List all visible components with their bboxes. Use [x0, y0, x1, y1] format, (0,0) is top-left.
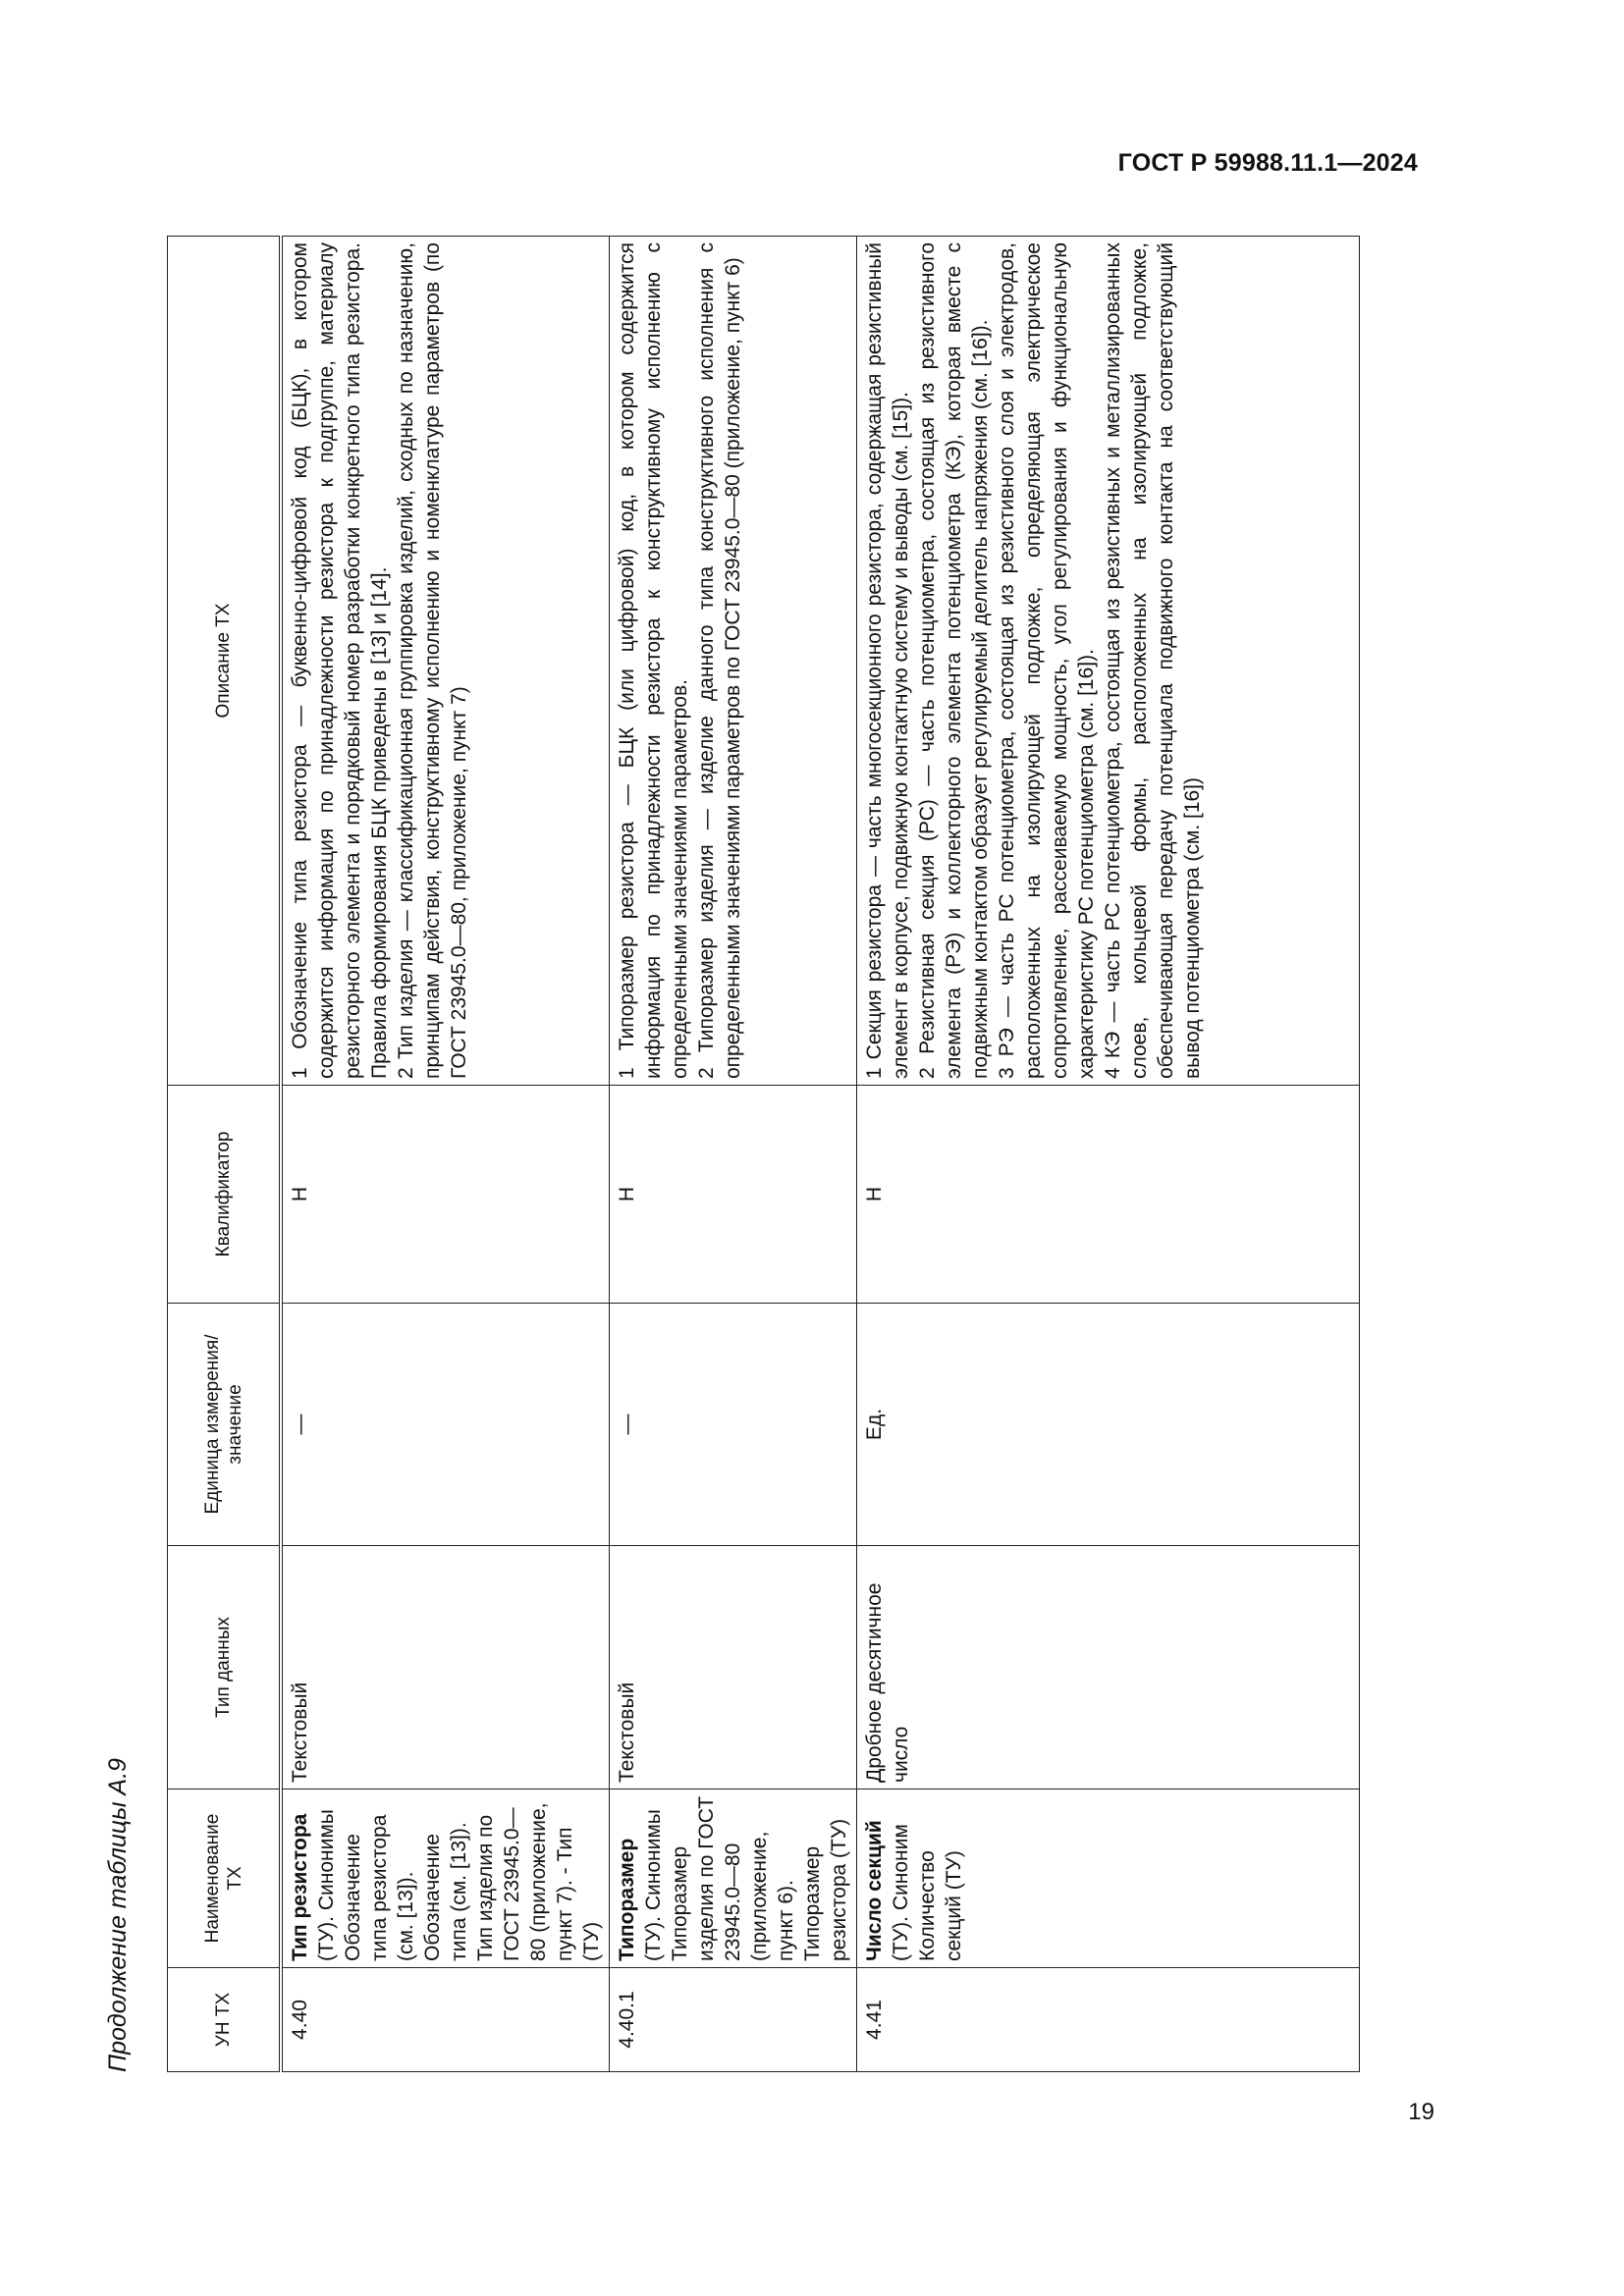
- column-header-description: Описание ТХ: [168, 237, 282, 1086]
- row-name-title: Тип резистора: [289, 1813, 311, 1961]
- document-header: ГОСТ Р 59988.11.1—2024: [1117, 149, 1418, 177]
- table-continuation-caption: Продолжение таблицы А.9: [104, 1758, 132, 2072]
- row-name: [281, 1789, 610, 1968]
- table-row: [857, 237, 1360, 2072]
- table-header-row: [168, 237, 282, 2072]
- description-note: 2 Тип изделия — классификационная группировка изделий, сходных по назначению, принципам действия, конструктивному исполнению и номенклатуре параметров (по ГОСТ 23945.0—80, приложение, пункт 7): [395, 242, 470, 1079]
- row-qualifier: Н: [857, 1086, 1360, 1304]
- column-header-unit: Единица измерения/ значение: [168, 1304, 282, 1546]
- row-description: [281, 237, 610, 1086]
- row-name-details: (ТУ). Синоним Количество секций (ТУ): [890, 1824, 965, 1961]
- column-header-code: УН ТХ: [168, 1968, 282, 2072]
- rotated-page-content: [104, 237, 1380, 2072]
- row-name: [610, 1789, 857, 1968]
- row-qualifier: Н: [610, 1086, 857, 1304]
- description-note: 2 Типоразмер изделия — изделие данного типа конструктивного исполнения с определенными значениями параметров по ГОСТ 23945.0—80 (приложение, пункт 6): [695, 242, 744, 1079]
- row-name-details: (ТУ). Синонимы Обозначение типа резистора (см. [13]). Обозначение типа (см. [13]). Тип изделия по ГОСТ 23945.0—80 (приложение, пункт 7). - Тип (ТУ): [315, 1802, 603, 1961]
- row-qualifier: Н: [281, 1086, 610, 1304]
- column-header-qualifier: Квалификатор: [168, 1086, 282, 1304]
- row-code: 4.40.1: [610, 1968, 857, 2072]
- row-unit: Ед.: [857, 1304, 1360, 1546]
- column-header-data-type: Тип данных: [168, 1546, 282, 1789]
- row-code: 4.41: [857, 1968, 1360, 2072]
- row-name: [857, 1789, 1360, 1968]
- row-data-type: Дробное десятичное число: [857, 1546, 1360, 1789]
- characteristics-table: [167, 236, 1360, 2072]
- row-unit: —: [281, 1304, 610, 1546]
- page-number: 19: [1408, 2099, 1435, 2125]
- description-note: 2 Резистивная секция (РС) — часть потенциометра, состоящая из резистивного элемента (РЭ) и коллекторного элемента потенциометра (КЭ), которая вместе с подвижным контактом образует регулируемый делитель напряжения (см. [16]).: [916, 242, 992, 1079]
- row-code: 4.40: [281, 1968, 610, 2072]
- description-note: 1 Типоразмер резистора — БЦК (или цифровой) код, в котором содержится информация по принадлежности резистора к конструктивному исполнению с определенными значениями параметров.: [616, 242, 691, 1079]
- row-unit: —: [610, 1304, 857, 1546]
- row-name-details: (ТУ). Синонимы Типоразмер изделия по ГОСТ 23945.0—80 (приложение, пункт 6). Типоразмер резистора (ТУ): [642, 1795, 850, 1961]
- table-row: [281, 237, 610, 2072]
- row-name-title: Число секций: [863, 1820, 886, 1961]
- row-data-type: Текстовый: [281, 1546, 610, 1789]
- description-note: 3 РЭ — часть РС потенциометра, состоящая из резистивного слоя и электродов, расположенных на изолирующей подложке, определяющая электрическое сопротивление, рассеиваемую мощность, угол регулирования и функциональную характеристику РС потенциометра (см. [16]).: [996, 242, 1098, 1079]
- row-description: [857, 237, 1360, 1086]
- description-note: 4 КЭ — часть РС потенциометра, состоящая из резистивных и металлизированных слоев, кольцевой формы, расположенных на изолирующей подложке, обеспечивающая передачу потенциала подвижного контакта на соответствующий вывод потенциометра (см. [16]): [1102, 242, 1204, 1079]
- table-row: [610, 237, 857, 2072]
- row-name-title: Типоразмер: [616, 1838, 638, 1961]
- description-note: 1 Обозначение типа резистора — буквенно-цифровой код (БЦК), в котором содержится информация по принадлежности резистора к подгруппе, материалу резисторного элемента и порядковый номер разработки конкретного типа резистора. Правила формирования БЦК приведены в [13] и [14].: [289, 242, 391, 1079]
- description-note: 1 Секция резистора — часть многосекционного резистора, содержащая резистивный элемент в корпусе, подвижную контактную систему и выводы (см. [15]).: [863, 242, 912, 1079]
- column-header-name: Наименование ТХ: [168, 1789, 282, 1968]
- row-data-type: Текстовый: [610, 1546, 857, 1789]
- row-description: [610, 237, 857, 1086]
